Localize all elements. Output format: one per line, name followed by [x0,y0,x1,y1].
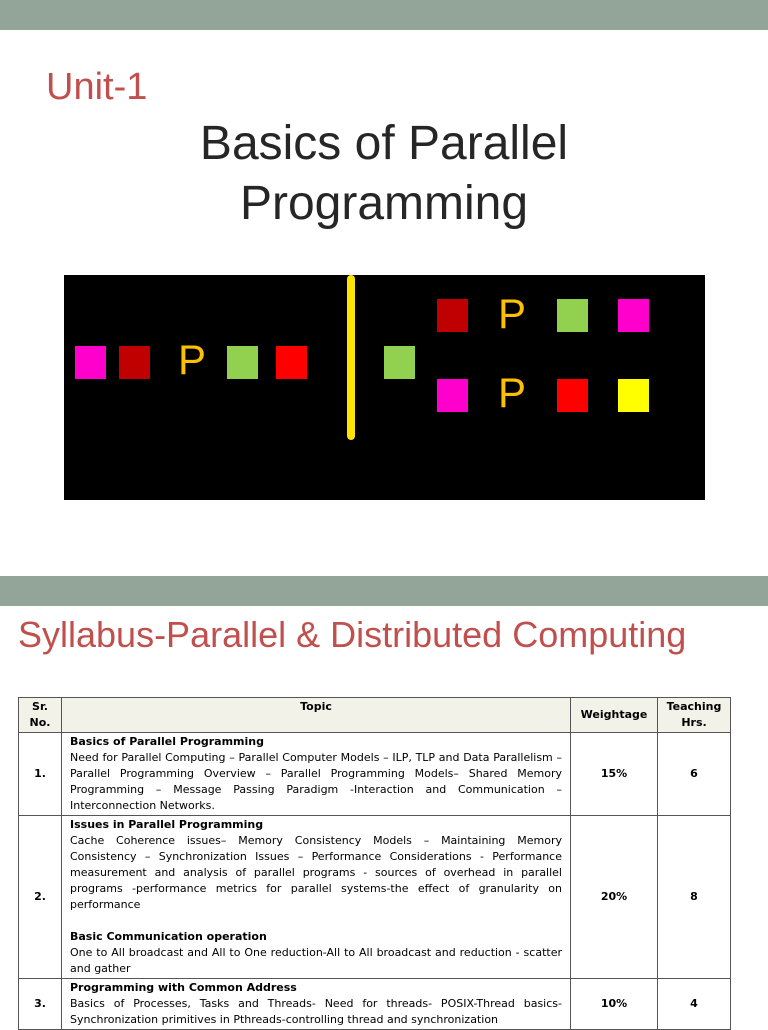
magenta-square [75,346,106,379]
row-teaching-hrs: 8 [658,816,731,979]
topic-body: Basics of Processes, Tasks and Threads- Need for threads- POSIX-Thread basics- Synchronization primitives in Pthreads-controlling thread and synchronization [70,997,562,1026]
topic-title: Programming with Common Address [70,981,297,994]
row-sr-no: 1. [19,733,62,816]
header-teaching-hrs [658,698,731,733]
row-sr-no: 2. [19,816,62,979]
table-row [19,816,731,979]
row-teaching-hrs: 6 [658,733,731,816]
topic-title: Basics of Parallel Programming [70,735,264,748]
slide-title-line-1: Basics of Parallel [199,117,569,170]
processor-label: P [498,369,527,416]
header-sr-line-1: Sr. [32,700,48,713]
header-topic: Topic [62,698,571,733]
table-header-row [19,698,731,733]
row-weightage: 20% [571,816,658,979]
magenta-square [437,379,468,412]
table-row [19,733,731,816]
magenta-square [618,299,649,332]
unit-label: Unit-1 [46,66,148,108]
row-sr-no: 3. [19,979,62,1030]
header-sr-no [19,698,62,733]
header-weightage: Weightage [571,698,658,733]
parallel-programming-diagram [64,275,705,500]
red-square [276,346,307,379]
red-square [557,379,588,412]
green-square [384,346,415,379]
processor-label: P [498,290,527,337]
dark-red-square [437,299,468,332]
row-topic [62,816,571,979]
slide-title [0,114,768,234]
dark-red-square [119,346,150,379]
header-hours-line-1: Teaching [666,700,722,713]
syllabus-table [18,697,731,1030]
green-square [227,346,258,379]
green-square [557,299,588,332]
row-topic [62,979,571,1030]
slide-separator-band [0,576,768,606]
row-teaching-hrs: 4 [658,979,731,1030]
row-weightage: 10% [571,979,658,1030]
header-sr-line-2: No. [29,716,51,729]
processor-label: P [178,336,207,383]
syllabus-title: Syllabus-Parallel & Distributed Computing [18,614,687,655]
header-hours-line-2: Hrs. [681,716,707,729]
yellow-square [618,379,649,412]
table-row [19,979,731,1030]
topic-body: Cache Coherence issues– Memory Consistency Models – Maintaining Memory Consistency – Synchronization Issues – Performance Considerations - Performance measurement and analysis of parallel programs - sources of overhead in parallel programs -performance metrics for parallel systems-the effect of granularity on performance [70,834,562,911]
row-weightage: 15% [571,733,658,816]
topic-body: Need for Parallel Computing – Parallel Computer Models – ILP, TLP and Data Parallelism – Parallel Programming Overview – Parallel Programming Models– Shared Memory Programming – Message Passing Paradigm -Interaction and Communication – Interconnection Networks. [70,751,562,812]
topic-subbody: One to All broadcast and All to One reduction-All to All broadcast and reduction - scatter and gather [70,946,562,975]
topic-subtitle: Basic Communication operation [70,930,267,943]
divider-bar [347,275,355,440]
topic-title: Issues in Parallel Programming [70,818,264,831]
slide-title-line-2: Programming [239,177,529,230]
top-accent-band [0,0,768,30]
topic-spacer [70,913,562,929]
row-topic [62,733,571,816]
